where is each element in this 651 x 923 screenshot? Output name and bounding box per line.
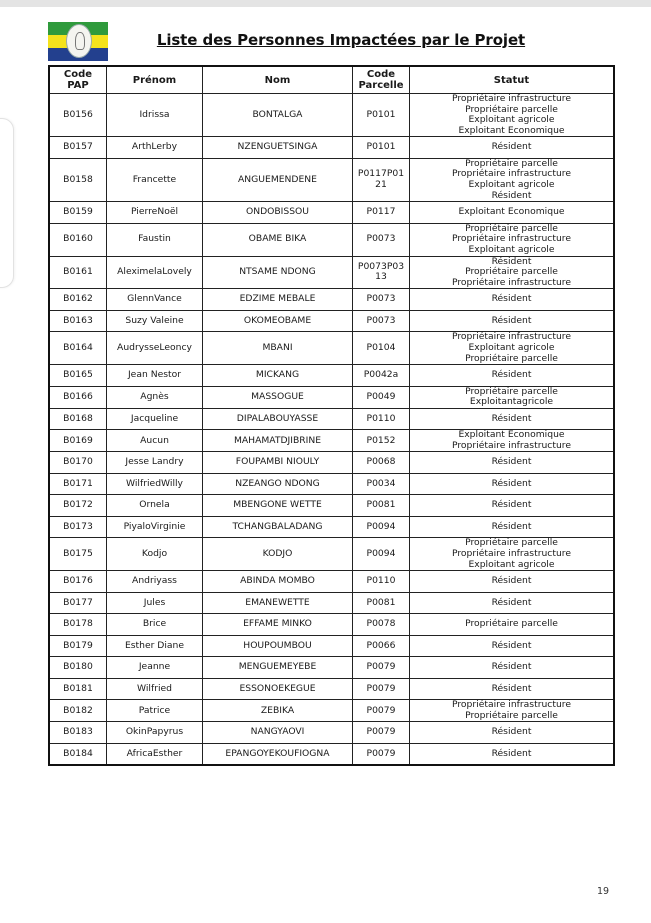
cell-nom: MENGUEMEYEBE bbox=[203, 657, 353, 679]
cell-prenom: Jeanne bbox=[107, 657, 203, 679]
header-label-line: Statut bbox=[493, 74, 530, 86]
table-row bbox=[49, 700, 614, 722]
statut-line: Résident bbox=[491, 412, 532, 424]
code-parcelle-line: P0042a bbox=[363, 369, 399, 381]
code-parcelle-line: P0079 bbox=[366, 682, 396, 694]
cell-nom: MASSOGUE bbox=[203, 386, 353, 408]
table-row bbox=[49, 592, 614, 614]
cell-code-pap: B0179 bbox=[49, 635, 107, 657]
table-row bbox=[49, 516, 614, 538]
cell-code-pap: B0184 bbox=[49, 743, 107, 765]
cell-statut bbox=[410, 538, 615, 571]
statut-line: Résident bbox=[491, 682, 532, 694]
statut-line: Résident bbox=[491, 639, 532, 651]
cell-nom: OBAME BIKA bbox=[203, 223, 353, 256]
cell-prenom: Andriyass bbox=[107, 571, 203, 593]
cell-statut bbox=[410, 635, 615, 657]
code-parcelle-line: P0073 bbox=[366, 314, 396, 326]
header-label-line: PAP bbox=[67, 80, 89, 91]
cell-prenom: Wilfried bbox=[107, 678, 203, 700]
cell-nom: FOUPAMBI NIOULY bbox=[203, 452, 353, 474]
viewer-side-panel-handle[interactable] bbox=[0, 118, 14, 288]
cell-code-pap: B0165 bbox=[49, 365, 107, 387]
cell-nom: NZEANGO NDONG bbox=[203, 473, 353, 495]
code-parcelle-line: P0094 bbox=[366, 520, 396, 532]
cell-code-pap: B0180 bbox=[49, 657, 107, 679]
statut-line: Résident bbox=[491, 141, 532, 153]
table-row bbox=[49, 408, 614, 430]
cell-prenom: WilfriedWilly bbox=[107, 473, 203, 495]
code-parcelle-line: P0110 bbox=[366, 412, 396, 424]
cell-nom: ABINDA MOMBO bbox=[203, 571, 353, 593]
cell-code-parcelle bbox=[353, 722, 410, 744]
statut-line: Résident bbox=[491, 661, 532, 673]
table-row bbox=[49, 743, 614, 765]
cell-statut bbox=[410, 137, 615, 159]
code-parcelle-line: P0081 bbox=[366, 499, 396, 511]
cell-nom: EFFAME MINKO bbox=[203, 614, 353, 636]
table-row bbox=[49, 678, 614, 700]
cell-nom: ZEBIKA bbox=[203, 700, 353, 722]
cell-prenom: AfricaEsther bbox=[107, 743, 203, 765]
cell-code-parcelle bbox=[353, 614, 410, 636]
cell-code-parcelle bbox=[353, 223, 410, 256]
table-row bbox=[49, 310, 614, 332]
statut-line: Résident bbox=[491, 596, 532, 608]
table-row bbox=[49, 452, 614, 474]
cell-code-pap: B0162 bbox=[49, 289, 107, 311]
cell-code-parcelle bbox=[353, 137, 410, 159]
table-row bbox=[49, 722, 614, 744]
cell-statut bbox=[410, 743, 615, 765]
cell-code-parcelle bbox=[353, 310, 410, 332]
cell-nom: EPANGOYEKOUFIOGNA bbox=[203, 743, 353, 765]
cell-prenom: AleximelaLovely bbox=[107, 256, 203, 289]
document-title: Liste des Personnes Impactées par le Projet bbox=[156, 31, 526, 49]
cell-code-parcelle bbox=[353, 516, 410, 538]
statut-line: Exploitant Economique bbox=[458, 124, 565, 136]
statut-line: Propriétaire parcelle bbox=[465, 157, 558, 169]
table-row bbox=[49, 94, 614, 137]
cell-statut bbox=[410, 678, 615, 700]
statut-line: Résident bbox=[491, 293, 532, 305]
page-number: 19 bbox=[597, 886, 610, 897]
header-code-pap bbox=[49, 66, 107, 94]
code-parcelle-line: P0110 bbox=[366, 575, 396, 587]
code-parcelle-line: P0152 bbox=[366, 434, 396, 446]
statut-line: Exploitant Economique bbox=[458, 429, 565, 441]
statut-line: Résident bbox=[491, 189, 532, 201]
statut-line: Propriétaire parcelle bbox=[465, 103, 558, 115]
code-parcelle-line: 21 bbox=[375, 179, 387, 191]
header-label-line: Prénom bbox=[132, 74, 177, 86]
table-row bbox=[49, 158, 614, 201]
cell-nom: MAHAMATDJIBRINE bbox=[203, 430, 353, 452]
cell-code-pap: B0181 bbox=[49, 678, 107, 700]
cell-statut bbox=[410, 94, 615, 137]
statut-line: Propriétaire infrastructure bbox=[451, 93, 572, 104]
code-parcelle-line: P0049 bbox=[366, 390, 396, 402]
viewer-top-bar bbox=[0, 0, 651, 7]
code-parcelle-line: P0104 bbox=[366, 341, 396, 353]
cell-code-parcelle bbox=[353, 386, 410, 408]
cell-nom: TCHANGBALADANG bbox=[203, 516, 353, 538]
statut-line: Résident bbox=[491, 747, 532, 759]
code-parcelle-line: P0117 bbox=[366, 206, 396, 218]
cell-code-parcelle bbox=[353, 657, 410, 679]
cell-statut bbox=[410, 158, 615, 201]
cell-prenom: Jules bbox=[107, 592, 203, 614]
cell-statut bbox=[410, 571, 615, 593]
cell-prenom: AudrysseLeoncy bbox=[107, 332, 203, 365]
header-statut bbox=[410, 66, 615, 94]
cell-code-parcelle bbox=[353, 538, 410, 571]
statut-line: Résident bbox=[491, 520, 532, 532]
header-label-line: Parcelle bbox=[358, 80, 404, 91]
cell-nom: NANGYAOVI bbox=[203, 722, 353, 744]
cell-prenom: Suzy Valeine bbox=[107, 310, 203, 332]
cell-statut bbox=[410, 495, 615, 517]
cell-statut bbox=[410, 430, 615, 452]
cell-nom: OKOMEOBAME bbox=[203, 310, 353, 332]
cell-code-parcelle bbox=[353, 332, 410, 365]
header-nom bbox=[203, 66, 353, 94]
cell-code-pap: B0160 bbox=[49, 223, 107, 256]
table-row bbox=[49, 332, 614, 365]
cell-prenom: Kodjo bbox=[107, 538, 203, 571]
statut-line: Résident bbox=[491, 314, 532, 326]
cell-code-pap: B0168 bbox=[49, 408, 107, 430]
cell-nom: MICKANG bbox=[203, 365, 353, 387]
code-parcelle-line: 13 bbox=[375, 271, 387, 283]
table-row bbox=[49, 386, 614, 408]
statut-line: Exploitant agricole bbox=[468, 341, 555, 353]
cell-statut bbox=[410, 516, 615, 538]
cell-nom: NZENGUETSINGA bbox=[203, 137, 353, 159]
cell-statut bbox=[410, 256, 615, 289]
cell-code-parcelle bbox=[353, 430, 410, 452]
cell-code-parcelle bbox=[353, 678, 410, 700]
cell-prenom: Brice bbox=[107, 614, 203, 636]
cell-statut bbox=[410, 452, 615, 474]
cell-code-pap: B0157 bbox=[49, 137, 107, 159]
cell-prenom: Jesse Landry bbox=[107, 452, 203, 474]
cell-statut bbox=[410, 614, 615, 636]
cell-prenom: ArthLerby bbox=[107, 137, 203, 159]
statut-line: Propriétaire parcelle bbox=[465, 352, 558, 364]
cell-code-parcelle bbox=[353, 592, 410, 614]
table-row bbox=[49, 137, 614, 159]
cell-code-pap: B0175 bbox=[49, 538, 107, 571]
cell-prenom: Agnès bbox=[107, 386, 203, 408]
code-parcelle-line: P0094 bbox=[366, 548, 396, 560]
cell-code-parcelle bbox=[353, 365, 410, 387]
cell-code-parcelle bbox=[353, 289, 410, 311]
code-parcelle-line: P0068 bbox=[366, 456, 396, 468]
cell-nom: BONTALGA bbox=[203, 94, 353, 137]
code-parcelle-line: P0078 bbox=[366, 618, 396, 630]
cell-statut bbox=[410, 223, 615, 256]
cell-code-pap: B0159 bbox=[49, 202, 107, 224]
cell-prenom: Jean Nestor bbox=[107, 365, 203, 387]
code-parcelle-line: P0101 bbox=[366, 141, 396, 153]
cell-code-pap: B0161 bbox=[49, 256, 107, 289]
cell-prenom: PierreNoël bbox=[107, 202, 203, 224]
statut-line: Propriétaire infrastructure bbox=[451, 699, 572, 711]
code-parcelle-line: P0034 bbox=[366, 477, 396, 489]
cell-code-parcelle bbox=[353, 571, 410, 593]
statut-line: Exploitant Economique bbox=[458, 206, 565, 218]
cell-statut bbox=[410, 722, 615, 744]
cell-code-pap: B0183 bbox=[49, 722, 107, 744]
table-row bbox=[49, 635, 614, 657]
cell-prenom: Ornela bbox=[107, 495, 203, 517]
statut-line: Propriétaire parcelle bbox=[465, 385, 558, 397]
cell-code-parcelle bbox=[353, 202, 410, 224]
statut-line: Propriétaire infrastructure bbox=[451, 276, 572, 288]
cell-code-parcelle bbox=[353, 635, 410, 657]
statut-line: Propriétaire parcelle bbox=[465, 222, 558, 234]
cell-code-parcelle bbox=[353, 452, 410, 474]
cell-nom: DIPALABOUYASSE bbox=[203, 408, 353, 430]
cell-code-pap: B0170 bbox=[49, 452, 107, 474]
code-parcelle-line: P0073P03 bbox=[357, 260, 405, 272]
cell-nom: MBENGONE WETTE bbox=[203, 495, 353, 517]
statut-line: Exploitant agricole bbox=[468, 114, 555, 126]
cell-code-parcelle bbox=[353, 700, 410, 722]
statut-line: Propriétaire infrastructure bbox=[451, 548, 572, 560]
statut-line: Résident bbox=[491, 477, 532, 489]
cell-nom: EDZIME MEBALE bbox=[203, 289, 353, 311]
cell-code-parcelle bbox=[353, 408, 410, 430]
cell-code-pap: B0166 bbox=[49, 386, 107, 408]
statut-line: Propriétaire infrastructure bbox=[451, 233, 572, 245]
cell-code-pap: B0173 bbox=[49, 516, 107, 538]
table-row bbox=[49, 430, 614, 452]
code-parcelle-line: P0066 bbox=[366, 639, 396, 651]
header-label-line: Code bbox=[63, 69, 93, 80]
table-row bbox=[49, 365, 614, 387]
cell-prenom: Patrice bbox=[107, 700, 203, 722]
cell-statut bbox=[410, 657, 615, 679]
statut-line: Propriétaire infrastructure bbox=[451, 331, 572, 343]
cell-nom: KODJO bbox=[203, 538, 353, 571]
cell-prenom: Esther Diane bbox=[107, 635, 203, 657]
code-parcelle-line: P0073 bbox=[366, 233, 396, 245]
statut-line: Exploitant agricole bbox=[468, 243, 555, 255]
table-row bbox=[49, 538, 614, 571]
statut-line: Propriétaire infrastructure bbox=[451, 439, 572, 451]
statut-line: Résident bbox=[491, 575, 532, 587]
statut-line: Propriétaire parcelle bbox=[465, 709, 558, 721]
cell-code-parcelle bbox=[353, 158, 410, 201]
statut-line: Propriétaire infrastructure bbox=[451, 168, 572, 180]
cell-statut bbox=[410, 332, 615, 365]
cell-prenom: GlennVance bbox=[107, 289, 203, 311]
pap-table bbox=[48, 65, 615, 766]
cell-code-parcelle bbox=[353, 473, 410, 495]
cell-statut bbox=[410, 473, 615, 495]
code-parcelle-line: P0079 bbox=[366, 661, 396, 673]
statut-line: Résident bbox=[491, 369, 532, 381]
statut-line: Propriétaire parcelle bbox=[465, 618, 558, 630]
code-parcelle-line: P0081 bbox=[366, 596, 396, 608]
statut-line: Résident bbox=[491, 255, 532, 267]
table-row bbox=[49, 614, 614, 636]
cell-nom: HOUPOUMBOU bbox=[203, 635, 353, 657]
cell-statut bbox=[410, 365, 615, 387]
statut-line: Exploitant agricole bbox=[468, 558, 555, 570]
header-label-line: Code bbox=[366, 69, 396, 80]
cell-code-parcelle bbox=[353, 256, 410, 289]
cell-nom: ESSONOEKEGUE bbox=[203, 678, 353, 700]
statut-line: Exploitant agricole bbox=[468, 179, 555, 191]
statut-line: Propriétaire parcelle bbox=[465, 266, 558, 278]
cell-code-pap: B0182 bbox=[49, 700, 107, 722]
header-code-parcelle bbox=[353, 66, 410, 94]
cell-code-pap: B0169 bbox=[49, 430, 107, 452]
code-parcelle-line: P0079 bbox=[366, 726, 396, 738]
cell-statut bbox=[410, 592, 615, 614]
statut-line: Résident bbox=[491, 726, 532, 738]
cell-prenom: Jacqueline bbox=[107, 408, 203, 430]
cell-code-pap: B0163 bbox=[49, 310, 107, 332]
cell-code-pap: B0158 bbox=[49, 158, 107, 201]
code-parcelle-line: P0073 bbox=[366, 293, 396, 305]
cell-prenom: PiyaloVirginie bbox=[107, 516, 203, 538]
code-parcelle-line: P0117P01 bbox=[357, 168, 405, 180]
table-row bbox=[49, 223, 614, 256]
cell-prenom: OkinPapyrus bbox=[107, 722, 203, 744]
cell-code-parcelle bbox=[353, 495, 410, 517]
cell-prenom: Aucun bbox=[107, 430, 203, 452]
cell-code-pap: B0172 bbox=[49, 495, 107, 517]
cell-code-parcelle bbox=[353, 743, 410, 765]
cell-prenom: Francette bbox=[107, 158, 203, 201]
table-row bbox=[49, 473, 614, 495]
cell-statut bbox=[410, 408, 615, 430]
header-prenom bbox=[107, 66, 203, 94]
statut-line: Exploitantagricole bbox=[469, 396, 554, 408]
code-parcelle-line: P0101 bbox=[366, 108, 396, 120]
code-parcelle-line: P0079 bbox=[366, 747, 396, 759]
table-header-row bbox=[49, 66, 614, 94]
cell-nom: ANGUEMENDENE bbox=[203, 158, 353, 201]
table-row bbox=[49, 289, 614, 311]
cell-code-pap: B0178 bbox=[49, 614, 107, 636]
table-row bbox=[49, 202, 614, 224]
cell-statut bbox=[410, 386, 615, 408]
cell-nom: NTSAME NDONG bbox=[203, 256, 353, 289]
header-label-line: Nom bbox=[264, 74, 291, 86]
code-parcelle-line: P0079 bbox=[366, 704, 396, 716]
cell-code-pap: B0177 bbox=[49, 592, 107, 614]
statut-line: Résident bbox=[491, 456, 532, 468]
cell-code-pap: B0171 bbox=[49, 473, 107, 495]
cell-statut bbox=[410, 700, 615, 722]
cell-code-pap: B0176 bbox=[49, 571, 107, 593]
table-body bbox=[49, 94, 614, 766]
table-row bbox=[49, 495, 614, 517]
cell-code-pap: B0164 bbox=[49, 332, 107, 365]
cell-code-pap: B0156 bbox=[49, 94, 107, 137]
cell-code-parcelle bbox=[353, 94, 410, 137]
cell-nom: MBANI bbox=[203, 332, 353, 365]
statut-line: Résident bbox=[491, 499, 532, 511]
cell-statut bbox=[410, 310, 615, 332]
cell-statut bbox=[410, 289, 615, 311]
cell-prenom: Idrissa bbox=[107, 94, 203, 137]
cell-nom: EMANEWETTE bbox=[203, 592, 353, 614]
table-row bbox=[49, 256, 614, 289]
cell-prenom: Faustin bbox=[107, 223, 203, 256]
statut-line: Propriétaire parcelle bbox=[465, 537, 558, 549]
table-row bbox=[49, 657, 614, 679]
cell-statut bbox=[410, 202, 615, 224]
table-row bbox=[49, 571, 614, 593]
cell-nom: ONDOBISSOU bbox=[203, 202, 353, 224]
